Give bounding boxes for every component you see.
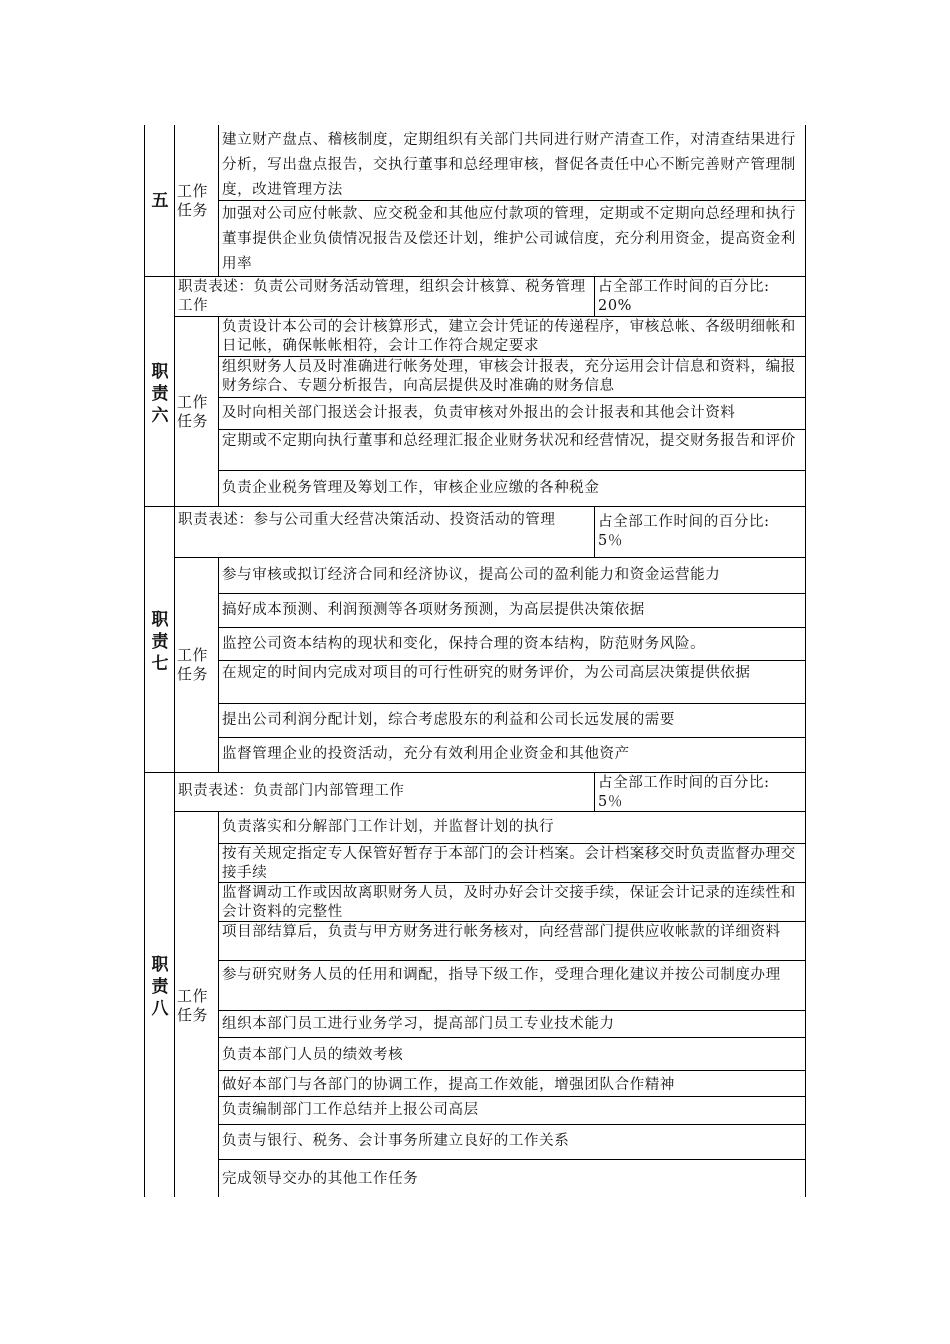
work-task-label: 工作任务 — [177, 393, 209, 430]
border — [174, 557, 806, 558]
border — [218, 660, 806, 661]
border — [218, 316, 219, 506]
percent-value: 5％ — [598, 794, 623, 810]
border — [218, 557, 219, 772]
task-item: 负责企业税务管理及筹划工作，审核企业应缴的各种税金 — [222, 480, 600, 496]
task-item: 及时向相关部门报送会计报表，负责审核对外报出的会计报表和其他会计资料 — [222, 405, 736, 421]
border — [174, 506, 175, 772]
border — [174, 316, 806, 317]
task-item: 参与审核或拟订经济合同和经济协议，提高公司的盈利能力和资金运营能力 — [222, 567, 721, 583]
task-item: 项目部结算后，负责与甲方财务进行帐务核对，向经营部门提供应收帐款的详细资料 — [222, 924, 781, 940]
task-item: 监督调动工作或因故离职财务人员，及时办好会计交接手续，保证会计记录的连续性和会计资料的完整性 — [222, 885, 796, 920]
task-item: 组织本部门员工进行业务学习，提高部门员工专业技术能力 — [222, 1016, 615, 1032]
border — [594, 276, 595, 316]
task-item: 建立财产盘点、稽核制度，定期组织有关部门共同进行财产清查工作，对清查结果进行分析，写出盘点报告，交执行董事和总经理审核，督促各责任中心不断完善财产管理制度，改进管理方法 — [222, 132, 796, 198]
border — [218, 1096, 806, 1097]
border — [218, 1070, 806, 1071]
task-item: 负责与银行、税务、会计事务所建立良好的工作关系 — [222, 1133, 570, 1149]
section-title: 五 — [151, 191, 169, 211]
border — [218, 843, 806, 844]
border — [144, 125, 145, 1197]
border — [218, 397, 806, 398]
duty-summary: 职责表述：参与公司重大经营决策活动、投资活动的管理 — [178, 512, 556, 528]
duty-summary: 职责表述：负责公司财务活动管理，组织会计核算、税务管理工作 — [178, 279, 586, 314]
border — [218, 593, 806, 594]
percent-label: 占全部工作时间的百分比: — [598, 514, 770, 530]
task-item: 搞好成本预测、利润预测等各项财务预测，为高层提供决策依据 — [222, 602, 645, 618]
border — [594, 772, 595, 811]
border — [218, 960, 806, 961]
border — [218, 1124, 806, 1125]
border — [218, 429, 806, 430]
border — [218, 737, 806, 738]
task-item: 负责设计本公司的会计核算形式，建立会计凭证的传递程序，审核总帐、各级明细帐和日记帐，确保帐帐相符，会计工作符合规定要求 — [222, 319, 796, 354]
border — [144, 772, 806, 773]
border — [218, 703, 806, 704]
border — [218, 1010, 806, 1011]
border — [174, 125, 175, 276]
task-item: 组织财务人员及时准确进行帐务处理，审核会计报表，充分运用会计信息和资料，编报财务综合、专题分析报告，向高层提供及时准确的财务信息 — [222, 359, 796, 394]
border — [144, 506, 806, 507]
task-item: 按有关规定指定专人保管好暂存于本部门的会计档案。会计档案移交时负责监督办理交接手续 — [222, 846, 796, 881]
percent-label: 占全部工作时间的百分比: — [598, 279, 770, 295]
percent-value: 20% — [598, 298, 633, 314]
task-item: 监控公司资本结构的现状和变化，保持合理的资本结构，防范财务风险。 — [222, 636, 706, 652]
border — [174, 276, 175, 506]
border — [218, 811, 219, 1197]
task-item: 做好本部门与各部门的协调工作，提高工作效能，增强团队合作精神 — [222, 1077, 675, 1093]
task-item: 参与研究财务人员的任用和调配，指导下级工作，受理合理化建议并按公司制度办理 — [222, 967, 781, 983]
duty-summary: 职责表述：负责部门内部管理工作 — [178, 783, 405, 799]
border — [218, 627, 806, 628]
work-task-label: 工作任务 — [177, 182, 209, 219]
section-title: 职责八 — [151, 955, 169, 1019]
task-item: 监督管理企业的投资活动，充分有效利用企业资金和其他资产 — [222, 746, 630, 762]
border — [218, 1037, 806, 1038]
work-task-label: 工作任务 — [177, 646, 209, 683]
percent-value: 5％ — [598, 533, 623, 549]
task-item: 在规定的时间内完成对项目的可行性研究的财务评价，为公司高层决策提供依据 — [222, 665, 751, 681]
task-item: 负责落实和分解部门工作计划，并监督计划的执行 — [222, 819, 555, 835]
task-item: 定期或不定期向执行董事和总经理汇报企业财务状况和经营情况，提交财务报告和评价 — [222, 433, 796, 449]
task-item: 负责编制部门工作总结并上报公司高层 — [222, 1102, 479, 1118]
work-task-label: 工作任务 — [177, 987, 209, 1024]
border — [218, 1159, 806, 1160]
border — [594, 506, 595, 557]
section-title: 职责七 — [151, 610, 169, 674]
section-title: 职责六 — [151, 362, 169, 426]
border — [174, 772, 175, 1197]
percent-label: 占全部工作时间的百分比: — [598, 775, 770, 791]
border — [218, 356, 806, 357]
task-item: 完成领导交办的其他工作任务 — [222, 1171, 419, 1187]
task-item: 负责本部门人员的绩效考核 — [222, 1047, 404, 1063]
task-item: 加强对公司应付帐款、应交税金和其他应付款项的管理，定期或不定期向总经理和执行董事提供企业负债情况报告及偿还计划，维护公司诚信度，充分利用资金，提高资金利用率 — [222, 206, 796, 272]
border — [218, 470, 806, 471]
task-item: 提出公司利润分配计划，综合考虑股东的利益和公司长远发展的需要 — [222, 712, 675, 728]
